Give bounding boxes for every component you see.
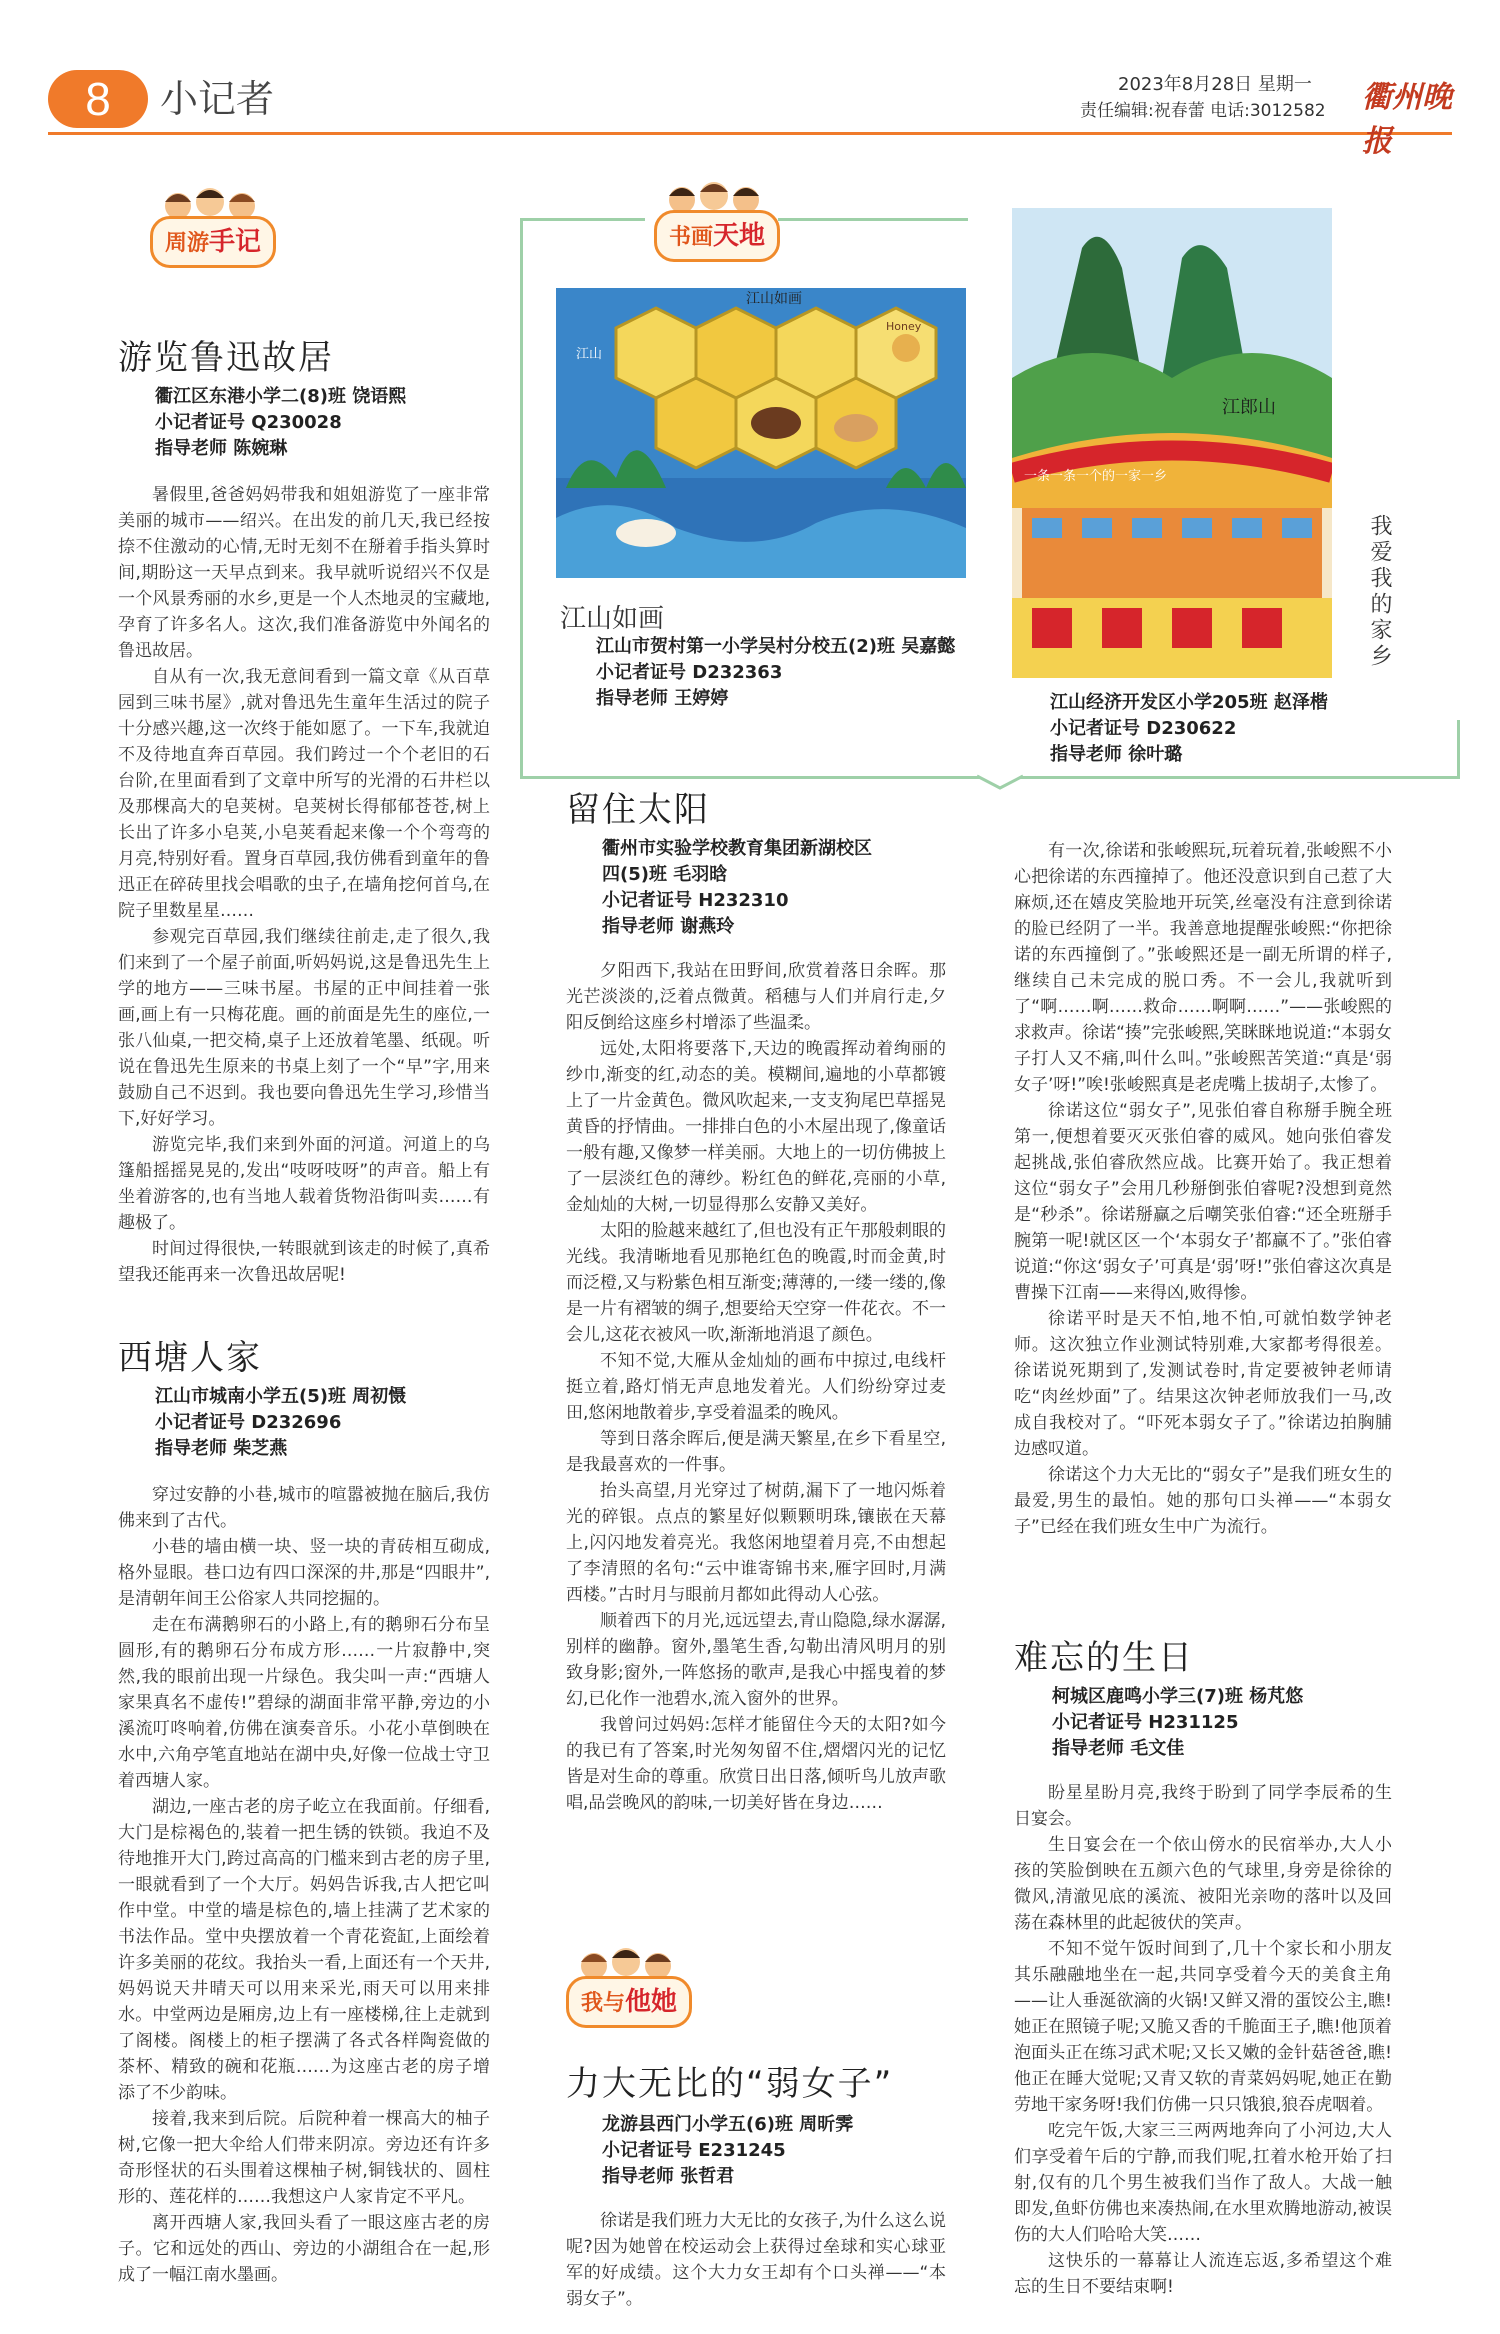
paragraph: 穿过安静的小巷,城市的喧嚣被抛在脑后,我仿佛来到了古代。 <box>118 1485 490 1531</box>
byline-school: 柯城区鹿鸣小学三(7)班 杨芃悠 <box>1052 1686 1304 1707</box>
byline-id: 小记者证号 D232363 <box>596 662 783 683</box>
paragraph: 走在布满鹅卵石的小路上,有的鹅卵石分布呈圆形,有的鹅卵石分布成方形……一片寂静中,突然,我的眼前出现一片绿色。我尖叫一声:“西塘人家果真名不虚传!”碧绿的湖面非常平静,旁边的小溪流叮咚响着,仿佛在演奏音乐。小花小草倒映在水中,六角亭笔直地站在湖中央,好像一位战士守卫着西塘人家。 <box>118 1615 490 1791</box>
byline-teacher: 指导老师 谢燕玲 <box>602 916 735 937</box>
byline <box>596 634 1016 712</box>
byline-school: 衢江区东港小学二(8)班 饶语熙 <box>155 386 407 407</box>
byline-school-class: 四(5)班 毛羽晗 <box>602 864 728 885</box>
paragraph: 离开西塘人家,我回头看了一眼这座古老的房子。它和远处的西山、旁边的小湖组合在一起,形成了一幅江南水墨画。 <box>118 2213 490 2285</box>
section-title: 小记者 <box>160 77 275 121</box>
paragraph: 抬头高望,月光穿过了树荫,漏下了一地闪烁着光的碎银。点点的繁星好似颗颗明珠,镶嵌在天幕上,闪闪地发着亮光。我悠闲地望着月亮,不由想起了李清照的名句:“云中谁寄锦书来,雁字回时,月满西楼。”古时月与眼前月都如此得动人心弦。 <box>566 1481 946 1605</box>
paragraph: 徐诺平时是天不怕,地不怕,可就怕数学钟老师。这次独立作业测试特别难,大家都考得很差。徐诺说死期到了,发测试卷时,肯定要被钟老师请吃“肉丝炒面”了。结果这次钟老师放我们一马,改成自我校对了。“吓死本弱女子了。”徐诺边拍胸脯边感叹道。 <box>1014 1309 1392 1459</box>
frame-line <box>1457 720 1460 778</box>
paragraph: 暑假里,爸爸妈妈带我和姐姐游览了一座非常美丽的城市——绍兴。在出发的前几天,我已经按捺不住激动的心情,无时无刻不在掰着手指头算时间,期盼这一天早点到来。我早就听说绍兴不仅是一个风景秀丽的水乡,更是一个人杰地灵的宝藏地,孕育了许多名人。这次,我们准备游览中外闻名的鲁迅故居。 <box>118 485 490 661</box>
byline-school: 江山经济开发区小学205班 赵泽楷 <box>1050 692 1328 713</box>
painted-label: Honey <box>886 320 922 333</box>
article-title: 游览鲁迅故居 <box>118 338 334 378</box>
paragraph: 这快乐的一幕幕让人流连忘返,多希望这个难忘的生日不要结束啊! <box>1014 2251 1392 2297</box>
paragraph: 游览完毕,我们来到外面的河道。河道上的乌篷船摇摇晃晃的,发出“吱呀吱呀”的声音。船上有坐着游客的,也有当地人载着货物沿街叫卖……有趣极了。 <box>118 1135 490 1233</box>
article-title: 西塘人家 <box>118 1338 262 1378</box>
byline-id: 小记者证号 E231245 <box>602 2140 786 2161</box>
paragraph: 徐诺是我们班力大无比的女孩子,为什么这么说呢?因为她曾在校运动会上获得过垒球和实心球亚军的好成绩。这个大力女王却有个口头禅——“本弱女子”。 <box>566 2211 946 2309</box>
byline-id: 小记者证号 D232696 <box>155 1412 342 1433</box>
frame-line <box>1020 776 1460 779</box>
frame-notch <box>975 760 1025 790</box>
badge-text-b: 天地 <box>713 221 766 251</box>
byline-school: 衢州市实验学校教育集团新湖校区 <box>602 838 872 859</box>
painting-caption: 江山如画 <box>560 604 665 634</box>
paragraph: 太阳的脸越来越红了,但也没有正午那般刺眼的光线。我清晰地看见那艳红色的晚霞,时而金黄,时而泛橙,又与粉紫色相互渐变;薄薄的,一缕一缕的,像是一片有褶皱的绸子,想要给天空穿一件花衣。不一会儿,这花衣被风一吹,渐渐地消退了颜色。 <box>566 1221 946 1345</box>
painting-hometown <box>1012 208 1332 678</box>
byline-teacher: 指导老师 柴芝燕 <box>155 1438 288 1459</box>
painted-label: 江郎山 <box>1222 397 1276 418</box>
paragraph: 远处,太阳将要落下,天边的晚霞挥动着绚丽的纱巾,渐变的红,动态的美。模糊间,遍地的小草都镀上了一片金黄色。微风吹起来,一支支狗尾巴草摇晃黄昏的抒情曲。一排排白色的小木屋出现了,像童话一般有趣,又像梦一样美丽。大地上的一切仿佛披上了一层淡红色的薄纱。粉红色的鲜花,亮丽的小草,金灿灿的大树,一切显得那么安静又美好。 <box>566 1039 946 1215</box>
paragraph: 不知不觉,大雁从金灿灿的画布中掠过,电线杆挺立着,路灯悄无声息地发着光。人们纷纷穿过麦田,悠闲地散着步,享受着温柔的晚风。 <box>566 1351 946 1423</box>
article-body-continued <box>1014 838 1392 1540</box>
article-body <box>118 482 490 1288</box>
badge-text-a: 周游 <box>164 231 209 256</box>
paragraph: 夕阳西下,我站在田野间,欣赏着落日余晖。那光芒淡淡的,泛着点微黄。稻穗与人们并肩行走,夕阳反倒给这座乡村增添了些温柔。 <box>566 961 946 1033</box>
byline <box>1052 1684 1412 1762</box>
painted-title: 江山如画 <box>746 291 802 307</box>
paragraph: 等到日落余晖后,便是满天繁星,在乡下看星空,是我最喜欢的一件事。 <box>566 1429 946 1475</box>
byline-school: 江山市贺村第一小学吴村分校五(2)班 吴嘉懿 <box>596 636 956 657</box>
paragraph: 自从有一次,我无意间看到一篇文章《从百草园到三味书屋》,就对鲁迅先生童年生活过的院子十分感兴趣,这一次终于能如愿了。一下车,我就迫不及待地直奔百草园。我们跨过一个个老旧的石台阶,在里面看到了文章中所写的光滑的石井栏以及那棵高大的皂荚树。皂荚树长得郁郁苍苍,树上长出了许多小皂荚,小皂荚看起来像一个个弯弯的月亮,特别好看。置身百草园,我仿佛看到童年的鲁迅正在碎砖里找会唱歌的虫子,在墙角挖何首乌,在院子里数星星…… <box>118 667 490 921</box>
paragraph: 有一次,徐诺和张峻熙玩,玩着玩着,张峻熙不小心把徐诺的东西撞掉了。他还没意识到自己惹了大麻烦,还在嬉皮笑脸地开玩笑,丝毫没有注意到徐诺的脸已经阴了一半。我善意地提醒张峻熙:“你把徐诺的东西撞倒了。”张峻熙还是一副无所谓的样子,继续自己未完成的脱口秀。不一会儿,我就听到了“啊……啊……救命……啊啊……”——张峻熙的求救声。徐诺“揍”完张峻熙,笑眯眯地说道:“本弱女子打人又不痛,叫什么叫。”张峻熙苦笑道:“真是‘弱女子’呀!”唉!张峻熙真是老虎嘴上拔胡子,太惨了。 <box>1014 841 1392 1095</box>
editor-line: 责任编辑:祝春蕾 电话:3012582 <box>1080 101 1326 121</box>
painting-caption-vertical: 我爱我的家乡 <box>1367 514 1392 670</box>
badge-text-a: 我与 <box>580 1991 625 2016</box>
badge-text-a: 书画 <box>668 225 713 250</box>
byline-teacher: 指导老师 徐叶璐 <box>1050 744 1183 765</box>
article-title: 留住太阳 <box>566 790 710 830</box>
header-divider <box>48 132 1452 135</box>
byline-teacher: 指导老师 张哲君 <box>602 2166 735 2187</box>
column-badge-art <box>654 176 774 266</box>
frame-line <box>520 218 645 221</box>
byline <box>602 2112 982 2190</box>
paragraph: 徐诺这位“弱女子”,见张伯睿自称掰手腕全班第一,便想着要灭灭张伯睿的威风。她向张伯睿发起挑战,张伯睿欣然应战。比赛开始了。我正想着这位“弱女子”会用几秒掰倒张伯睿呢?没想到竟然是“秒杀”。徐诺掰赢之后嘲笑张伯睿:“还全班掰手腕第一呢!就区区一个‘本弱女子’都赢不了。”张伯睿说道:“你这‘弱女子’可真是‘弱’呀!”张伯睿这次真是曹操下江南——来得凶,败得惨。 <box>1014 1101 1392 1303</box>
article-title: 难忘的生日 <box>1014 1638 1194 1678</box>
byline <box>602 836 1002 940</box>
byline-school: 江山市城南小学五(5)班 周初慑 <box>155 1386 407 1407</box>
article-body <box>1014 1780 1392 2300</box>
masthead-logo: 衢州晚报 <box>1362 80 1452 159</box>
article-body <box>566 2208 946 2312</box>
frame-line <box>778 218 968 221</box>
issue-date: 2023年8月28日 星期一 <box>1118 74 1312 95</box>
byline <box>155 384 515 462</box>
article-body <box>118 1482 490 2288</box>
frame-line <box>520 218 523 778</box>
paragraph: 时间过得很快,一转眼就到该走的时候了,真希望我还能再来一次鲁迅故居呢! <box>118 1239 490 1285</box>
painted-banner: 一条一条一个的一家一乡 <box>1024 469 1168 484</box>
paragraph: 吃完午饭,大家三三两两地奔向了小河边,大人们享受着午后的宁静,而我们呢,扛着水枪开始了扫射,仅有的几个男生被我们当作了敌人。大战一触即发,鱼虾仿佛也来凑热闹,在水里欢腾地游动,被误伤的大人们哈哈大笑…… <box>1014 2121 1392 2245</box>
page-number: 8 <box>48 70 148 128</box>
badge-text-b: 手记 <box>209 227 262 257</box>
paragraph: 接着,我来到后院。后院种着一棵高大的柚子树,它像一把大伞给人们带来阴凉。旁边还有许多奇形怪状的石头围着这棵柚子树,铜钱状的、圆柱形的、莲花样的……我想这户人家肯定不平凡。 <box>118 2109 490 2207</box>
badge-text-b: 他她 <box>625 1987 678 2017</box>
byline-teacher: 指导老师 王婷婷 <box>596 688 729 709</box>
article-body <box>566 958 946 1816</box>
byline-school: 龙游县西门小学五(6)班 周昕霁 <box>602 2114 854 2135</box>
paragraph: 不知不觉午饭时间到了,几十个家长和小朋友其乐融融地坐在一起,共同享受着今天的美食主角——让人垂涎欲滴的火锅!又鲜又滑的蛋饺公主,瞧!她正在照镜子呢;又脆又香的千脆面王子,瞧!他顶着泡面头正在练习武术呢;又长又嫩的金针菇爸爸,瞧!他正在睡大觉呢;又青又软的青菜妈妈呢,她正在勤劳地干家务呀!我们仿佛一只只饿狼,狼吞虎咽着。 <box>1014 1939 1392 2115</box>
byline-id: 小记者证号 H232310 <box>602 890 789 911</box>
column-badge-travel <box>150 182 270 272</box>
paragraph: 参观完百草园,我们继续往前走,走了很久,我们来到了一个屋子前面,听妈妈说,这是鲁迅先生上学的地方——三味书屋。书屋的正中间挂着一张画,画上有一只梅花鹿。画的前面是先生的座位,一张八仙桌,一把交椅,桌子上还放着笔墨、纸砚。听说在鲁迅先生原来的书桌上刻了一个“早”字,用来鼓励自己不迟到。我也要向鲁迅先生学习,珍惜当下,好好学习。 <box>118 927 490 1129</box>
paragraph: 顺着西下的月光,远远望去,青山隐隐,绿水潺潺,别样的幽静。窗外,墨笔生香,勾勒出清风明月的别致身影;窗外,一阵悠扬的歌声,是我心中摇曳着的梦幻,已化作一池碧水,流入窗外的世界。 <box>566 1611 946 1709</box>
column-badge-me-and-them <box>566 1942 686 2032</box>
byline <box>1050 690 1370 768</box>
painted-label: 江山 <box>576 347 603 362</box>
byline <box>155 1384 515 1462</box>
paragraph: 小巷的墙由横一块、竖一块的青砖相互砌成,格外显眼。巷口边有四口深深的井,那是“四眼井”,是清朝年间王公俗家人共同挖掘的。 <box>118 1537 490 1609</box>
paragraph: 我曾问过妈妈:怎样才能留住今天的太阳?如今的我已有了答案,时光匆匆留不住,熠熠闪光的记忆皆是对生命的尊重。欣赏日出日落,倾听鸟儿放声歌唱,品尝晚风的韵味,一切美好皆在身边…… <box>566 1715 946 1813</box>
paragraph: 湖边,一座古老的房子屹立在我面前。仔细看,大门是棕褐色的,装着一把生锈的铁锁。我迫不及待地推开大门,跨过高高的门槛来到古老的房子里,一眼就看到了一个大厅。妈妈告诉我,古人把它叫作中堂。中堂的墙是棕色的,墙上挂满了艺术家的书法作品。堂中央摆放着一个青花瓷缸,上面绘着许多美丽的花纹。我抬头一看,上面还有一个天井,妈妈说天井晴天可以用来采光,雨天可以用来排水。中堂两边是厢房,边上有一座楼梯,往上走就到了阁楼。阁楼上的柜子摆满了各式各样陶瓷做的茶杯、精致的碗和花瓶……为这座古老的房子增添了不少韵味。 <box>118 1797 490 2103</box>
paragraph: 生日宴会在一个依山傍水的民宿举办,大人小孩的笑脸倒映在五颜六色的气球里,身旁是徐徐的微风,清澈见底的溪流、被阳光亲吻的落叶以及回荡在森林里的此起彼伏的笑声。 <box>1014 1835 1392 1933</box>
paragraph: 徐诺这个力大无比的“弱女子”是我们班女生的最爱,男生的最怕。她的那句口头禅——“本弱女子”已经在我们班女生中广为流行。 <box>1014 1465 1392 1537</box>
byline-id: 小记者证号 Q230028 <box>155 412 342 433</box>
byline-teacher: 指导老师 毛文佳 <box>1052 1738 1185 1759</box>
byline-teacher: 指导老师 陈婉琳 <box>155 438 288 459</box>
paragraph: 盼星星盼月亮,我终于盼到了同学李辰希的生日宴会。 <box>1014 1783 1392 1829</box>
frame-line <box>520 776 980 779</box>
painting-jiangshan <box>556 288 966 578</box>
byline-id: 小记者证号 H231125 <box>1052 1712 1239 1733</box>
byline-id: 小记者证号 D230622 <box>1050 718 1237 739</box>
article-title: 力大无比的“弱女子” <box>566 2064 894 2104</box>
